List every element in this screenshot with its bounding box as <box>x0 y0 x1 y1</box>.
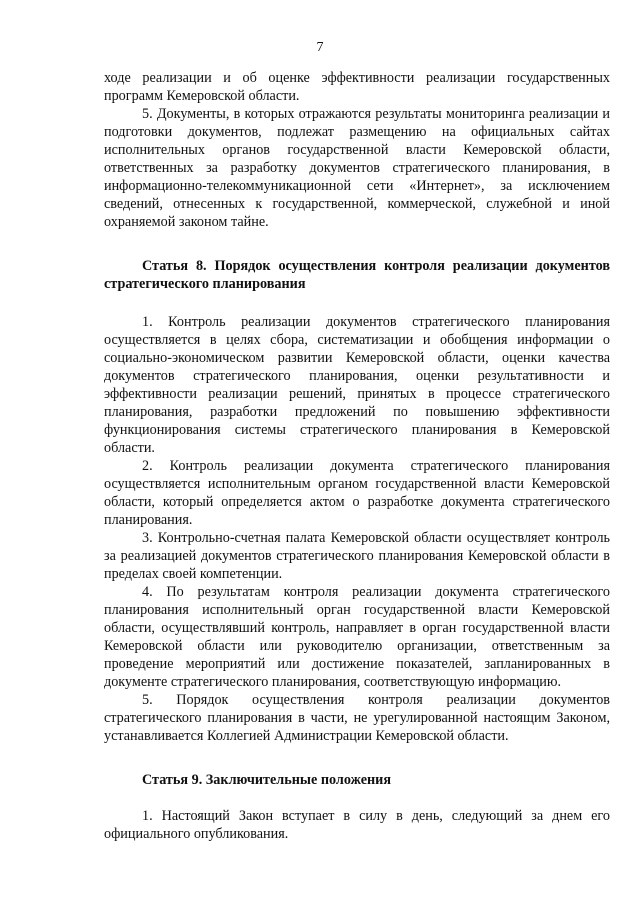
article-8-item-5: 5. Порядок осуществления контроля реализации документов стратегического планирования в части, не урегулированной настоящим Законом, устанавливается Коллегией Администрации Кемеровской области. <box>104 692 610 744</box>
article-9-item-1: 1. Настоящий Закон вступает в силу в день, следующий за днем его официального опубликования. <box>104 808 610 842</box>
page-number: 7 <box>316 40 324 55</box>
paragraph-continuation: ходе реализации и об оценке эффективности реализации государственных программ Кемеровской области. <box>104 70 610 104</box>
document-body <box>104 69 610 843</box>
article-8-item-2: 2. Контроль реализации документа стратегического планирования осуществляется исполнительным органом государственной власти Кемеровской области, который определяется актом о разработке документа стратегического планирования. <box>104 458 610 528</box>
article-8-heading: Статья 8. Порядок осуществления контроля реализации документов стратегического планирования <box>104 258 610 292</box>
article-9-heading: Статья 9. Заключительные положения <box>142 772 392 788</box>
article-8-item-1: 1. Контроль реализации документов стратегического планирования осуществляется в целях сбора, систематизации и обобщения информации о социально-экономическом развитии Кемеровской области, оценки качества документов стратегического планирования, оценки результативности и эффективности реализации решений, принятых в процессе стратегического планирования, разработки предложений по повышению эффективности функционирования системы стратегического планирования в Кемеровской области. <box>104 314 610 456</box>
article-8-item-4: 4. По результатам контроля реализации документа стратегического планирования исполнительный орган государственной власти Кемеровской области, осуществлявший контроль, направляет в орган государственной власти Кемеровской области или руководителю организации, ответственным за проведение мероприятий или достижение показателей, запланированных в документе стратегического планирования, соответствующую информацию. <box>104 584 610 690</box>
article-8-item-3: 3. Контрольно-счетная палата Кемеровской области осуществляет контроль за реализацией документов стратегического планирования Кемеровской области в пределах своей компетенции. <box>104 530 610 582</box>
paragraph-item-5: 5. Документы, в которых отражаются результаты мониторинга реализации и подготовки документов, подлежат размещению на официальных сайтах исполнительных органов государственной власти Кемеровской области, ответственных за разработку документов стратегического планирования, в информационно-телекоммуникационной сети «Интернет», за исключением сведений, отнесенных к государственной, коммерческой, служебной и иной охраняемой законом тайне. <box>104 106 610 230</box>
